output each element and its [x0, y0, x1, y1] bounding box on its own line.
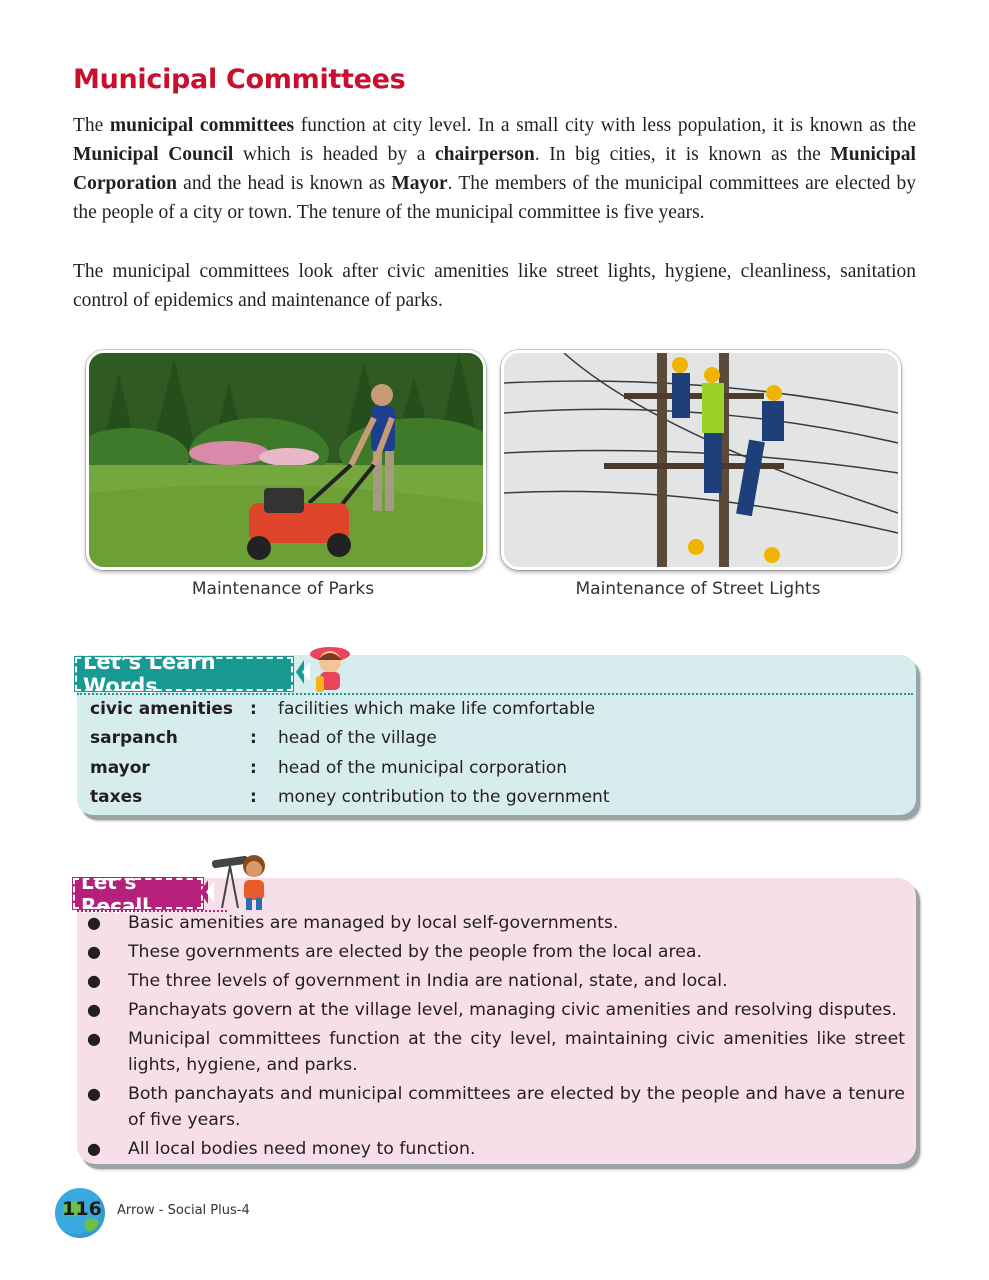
recall-item	[85, 1136, 905, 1162]
word-term: mayor	[90, 758, 150, 778]
word-colon: :	[250, 728, 257, 748]
bold-term: municipal committees	[109, 115, 295, 136]
civic-amenities-paragraph: The municipal committees look after civic amenities like street lights, hygiene, cleanliness, sanitation control of epidemics and maintenance of parks.	[73, 261, 916, 311]
word-definition: facilities which make life comfortable	[278, 699, 596, 719]
learn-words-tag	[75, 650, 293, 698]
recall-item-text: Panchayats govern at the village level, managing civic amenities and resolving disputes.	[128, 1000, 897, 1020]
recall-item	[85, 939, 905, 965]
street-lights-photo-caption: Maintenance of Street Lights	[575, 579, 821, 599]
text-run: and the head is known as	[177, 173, 392, 194]
text-run: . In big cities, it is known as the	[534, 144, 831, 165]
bullet-icon: ●	[87, 913, 101, 932]
word-row	[90, 783, 610, 811]
bullet-icon: ●	[87, 1139, 101, 1158]
section-heading: Municipal Committees	[73, 64, 406, 95]
bold-term: Municipal Council	[73, 144, 234, 165]
park-maintenance-photo	[86, 350, 486, 570]
bullet-icon: ●	[87, 942, 101, 961]
book-title: Arrow - Social Plus-4	[117, 1203, 250, 1218]
park-photo-caption: Maintenance of Parks	[191, 579, 375, 599]
word-term: taxes	[90, 787, 143, 807]
word-definition: money contribution to the government	[278, 787, 610, 807]
page-number: 116	[62, 1198, 102, 1220]
word-colon: :	[250, 758, 257, 778]
recall-item-text: These governments are elected by the people from the local area.	[128, 942, 702, 962]
word-row	[90, 695, 595, 723]
recall-title: Let’s Recall	[81, 869, 150, 918]
recall-item	[85, 1026, 905, 1078]
recall-item-text: Basic amenities are managed by local self-governments.	[128, 913, 619, 933]
recall-item	[85, 910, 905, 936]
bold-term: Mayor	[391, 173, 448, 194]
bold-term: Municipal Corporation	[73, 144, 916, 194]
word-colon: :	[250, 787, 257, 807]
recall-item-text: Municipal committees function at the city level, maintaining civic amenities like street lights, hygiene, and parks.	[128, 1029, 905, 1075]
recall-item	[85, 1081, 905, 1133]
word-definition: head of the village	[278, 728, 437, 748]
text-run: The	[73, 115, 110, 136]
bullet-icon: ●	[87, 1000, 101, 1019]
word-term: sarpanch	[90, 728, 178, 748]
bullet-icon: ●	[87, 1029, 101, 1048]
word-term: civic amenities	[90, 699, 234, 719]
bullet-icon: ●	[87, 1084, 101, 1103]
boy-telescope-mascot-icon	[200, 852, 272, 910]
girl-mascot-icon	[296, 640, 352, 698]
recall-item	[85, 968, 905, 994]
recall-item-text: Both panchayats and municipal committees are elected by the people and have a tenure of five years.	[128, 1084, 905, 1130]
recall-item	[85, 997, 905, 1023]
text-run: function at city level. In a small city with less population, it is known as the	[294, 115, 916, 136]
intro-paragraph	[73, 111, 916, 227]
text-run: . The members of the municipal committees are elected by the people of a city or town. The tenure of the municipal committee is five years.	[73, 173, 916, 223]
text-run: which is headed by a	[233, 144, 436, 165]
bold-term: chairperson	[435, 144, 535, 165]
learn-words-title: Let’s Learn Words	[83, 650, 216, 698]
word-row	[90, 754, 567, 782]
recall-item-text: All local bodies need money to function.	[128, 1139, 476, 1159]
word-row	[90, 724, 437, 752]
street-lights-photo	[501, 350, 901, 570]
word-colon: :	[250, 699, 257, 719]
bullet-icon: ●	[87, 971, 101, 990]
recall-item-text: The three levels of government in India are national, state, and local.	[128, 971, 728, 991]
word-definition: head of the municipal corporation	[278, 758, 568, 778]
recall-list	[85, 910, 905, 1165]
recall-tag	[73, 869, 203, 918]
